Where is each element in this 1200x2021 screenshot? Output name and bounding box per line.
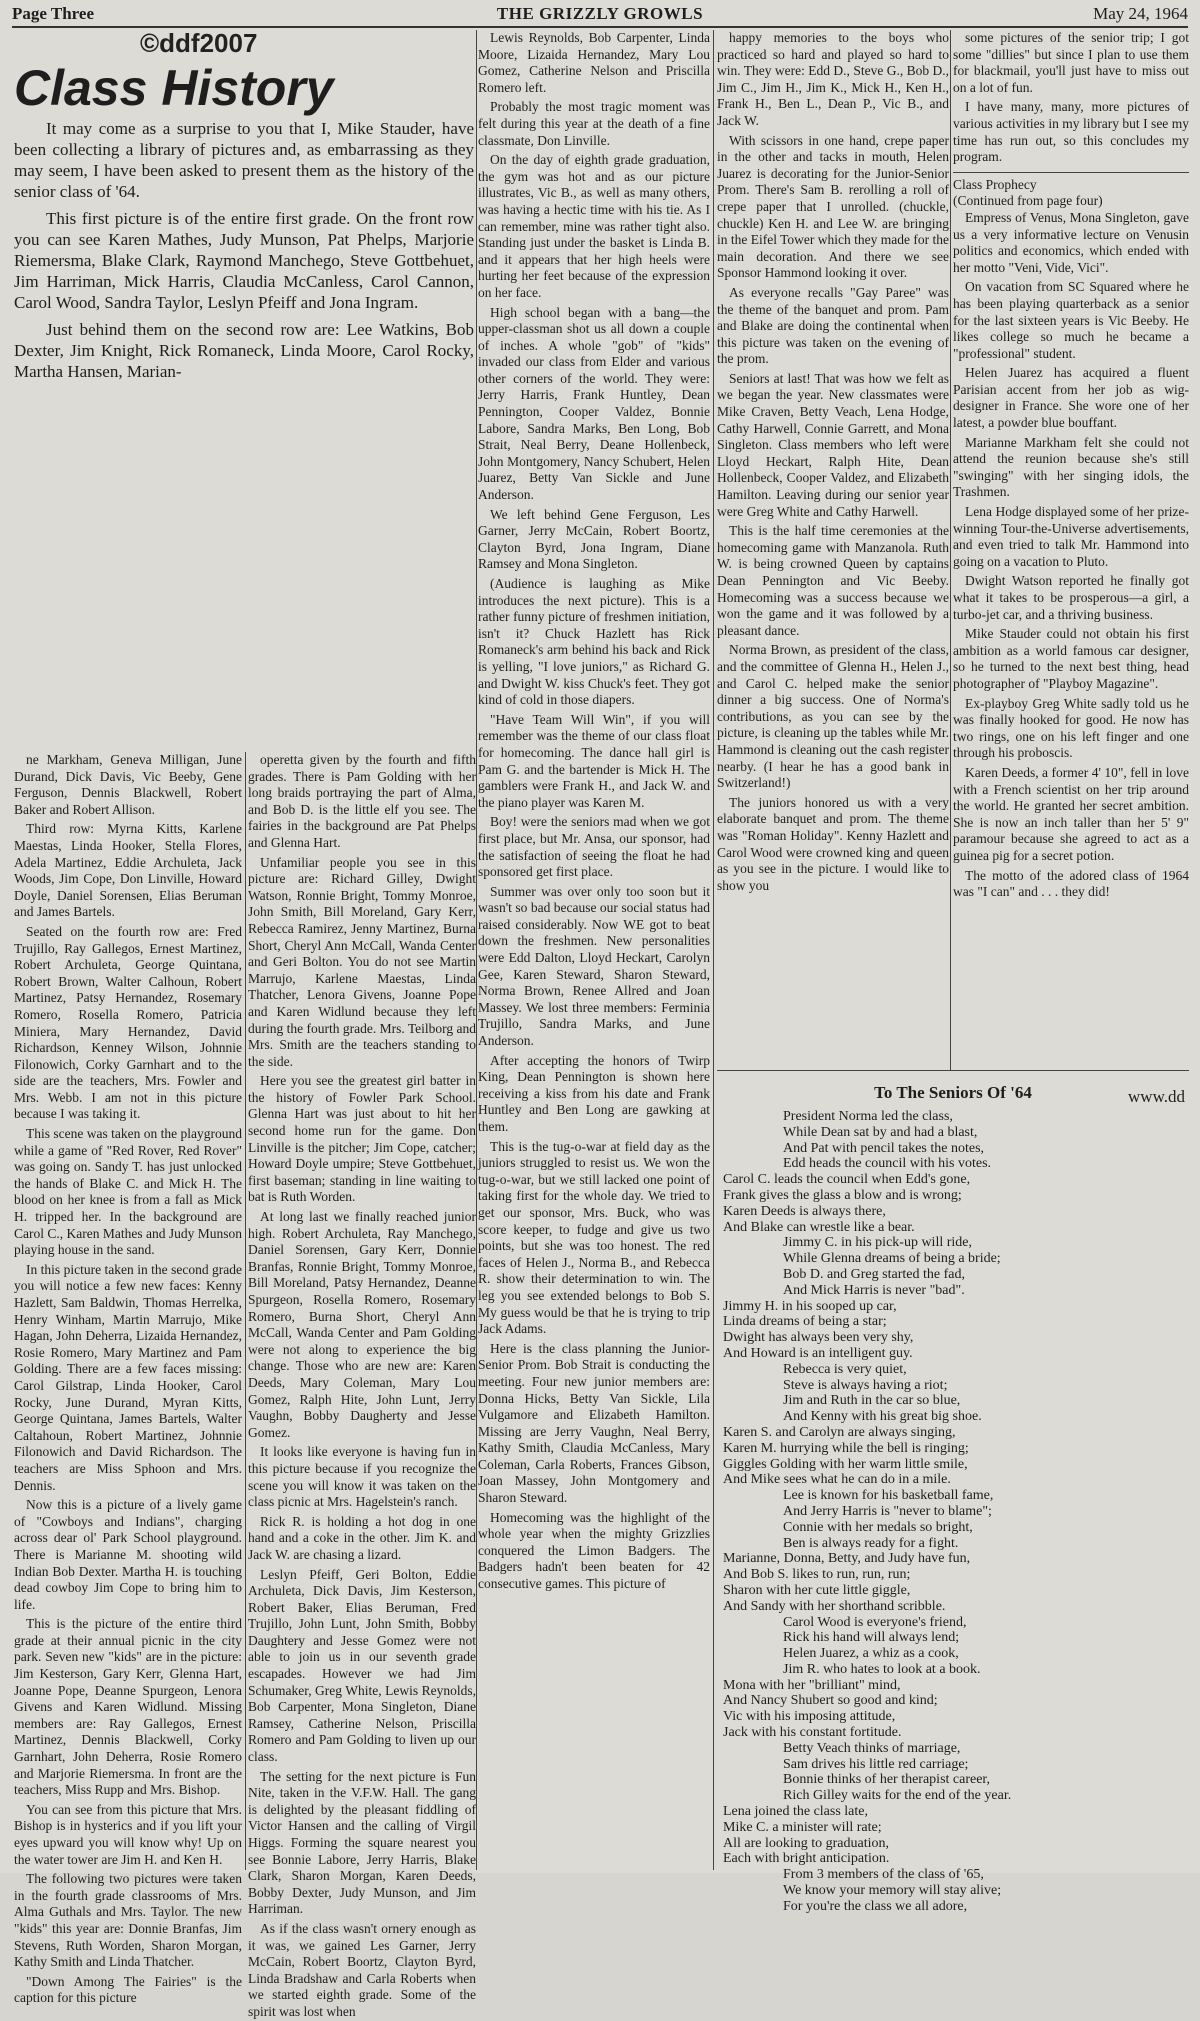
poem-line: And Kenny with his great big shoe.	[783, 1409, 982, 1425]
poem-line: Karen S. and Carolyn are always singing,	[723, 1424, 956, 1440]
prophecy-subtitle: (Continued from page four)	[953, 193, 1103, 209]
prophecy-paragraph: The motto of the adored class of 1964 was "I can" and . . . they did!	[953, 867, 1189, 900]
article-paragraph: some pictures of the senior trip; I got some "dillies" but since I plan to use them for blackmail, you'll just have to miss out on a lot of fun.	[953, 30, 1189, 95]
poem-line: Rebecca is very quiet,	[783, 1361, 907, 1377]
article-paragraph: Seated on the fourth row are: Fred Trujillo, Ray Gallegos, Ernest Martinez, Robert Archuleta, George Quintana, Robert Brown, Walter Calhoun, Robert Martinez, Patsy Hernandez, Rosemary Romero, Rosella Romero, Patricia Miniera, Mary Hernandez, David Richardson, Kenney Wilson, Johnnie Filonowich, Corky Garnhart and to the side are the teachers, Mrs. Fowler and Mrs. Webb. I am not in this picture because I was taking it.	[14, 923, 242, 1122]
article-paragraph: operetta given by the fourth and fifth grades. There is Pam Golding with her long braids portraying the part of Alma, and Bob D. is the little elf you see. The fairies in the background are Pat Phelps and Glenna Hart.	[248, 752, 476, 850]
article-paragraph: Third row: Myrna Kitts, Karlene Maestas, Linda Hooker, Stella Flores, Adela Martinez, Eddie Archuleta, Jack Woods, Jim Cope, Don Linville, Howard Doyle, Daniel Sorensen, Elias Beruman and James Bartels.	[14, 821, 242, 920]
lead-paragraph: It may come as a surprise to you that I, Mike Stauder, have been collecting a library of pictures and, as embarrassing as they may seem, I have been asked to present them as the history of the senior class of '64.	[14, 119, 474, 201]
prophecy-body	[953, 210, 1189, 901]
masthead	[12, 4, 1188, 28]
article-paragraph: Norma Brown, as president of the class, and the committee of Glenna H., Helen J., and Carol C. helped make the senior dinner a big success. One of Norma's contributions, as you can see by the picture, is cleaning up the tables while Mr. Hammond is cleaning out the cash register nearby. (I hear he has a good bank in Switzerland!)	[717, 642, 949, 791]
prophecy-paragraph: Ex-playboy Greg White sadly told us he was finally hooked for good. He now has two rings, one on his left finger and one through his proboscis.	[953, 695, 1189, 761]
lead-paragraph: This first picture is of the entire first grade. On the front row you can see Karen Mathes, Judy Munson, Pat Phelps, Marjorie Riemersma, Blake Clark, Raymond Manchego, Steve Gottbehuet, Jim Harriman, Mick Harris, Claudia McCanless, Carol Cannon, Carol Wood, Sandra Taylor, Leslyn Pfeiff and Jona Ingram.	[14, 209, 474, 312]
article-lead	[14, 118, 474, 388]
column-rule	[713, 30, 714, 1870]
article-paragraph: I have many, many, more pictures of various activities in my library but I see my time has run out, so this concludes my program.	[953, 99, 1189, 165]
poem-line: While Glenna dreams of being a bride;	[783, 1251, 1001, 1267]
prophecy-paragraph: Dwight Watson reported he finally got what it takes to be prosperous—a girl, a turbo-jet car, and a thriving business.	[953, 573, 1189, 622]
poem-line: Bob D. and Greg started the fad,	[783, 1266, 965, 1282]
prophecy-paragraph: Karen Deeds, a former 4' 10", fell in love with a French scientist on her trip around the world. He granted her secret ambition. She is now an inch taller than her 5' 9" paramour because she agreed to act as a guinea pig for a secret potion.	[953, 764, 1189, 863]
poem-line: Marianne, Donna, Betty, and Judy have fun,	[723, 1551, 971, 1567]
article-paragraph: Here you see the greatest girl batter in the history of Fowler Park School. Glenna Hart was just about to hit her second home run for the game. Don Linville is the pitcher; Jim Cope, catcher; Howard Doyle umpire; Steve Gottbehuet, first baseman; standing in line waiting to bat is Ruth Worden.	[248, 1073, 476, 1205]
article-paragraph: At long last we finally reached junior high. Robert Archuleta, Ray Manchego, Daniel Sorensen, Gary Kerr, Donnie Branfas, Ronnie Bright, Tommy Monroe, Bill Moreland, Patsy Hernandez, Deanne Spurgeon, Rosella Romero, Rosemary Romero, Burna Short, Cheryl Ann McCall, Wanda Center and Pam Golding were not along to experience the big change. Those who are new are: Karen Deeds, Mary Coleman, Mary Lou Gomez, Ralph Hite, John Lunt, Jerry Vaughn, Bobby Daugherty and Jesse Gomez.	[248, 1209, 476, 1440]
article-paragraph: It looks like everyone is having fun in this picture because if you recognize the scene you will know it was taken on the class picnic at Mrs. Hagelstein's ranch.	[248, 1444, 476, 1510]
article-paragraph: Lewis Reynolds, Bob Carpenter, Linda Moore, Lizaida Hernandez, Mary Lou Gomez, Catherine Nelson and Priscilla Romero left.	[478, 30, 710, 95]
poem-line: Rick his hand will always lend;	[783, 1630, 960, 1646]
column-5	[953, 30, 1189, 1070]
poem-line: President Norma led the class,	[783, 1109, 953, 1124]
poem-line: Frank gives the glass a blow and is wrong;	[723, 1187, 962, 1203]
poem-line: And Bob S. likes to run, run, run;	[723, 1567, 911, 1583]
column-2	[248, 752, 477, 2019]
article-paragraph: happy memories to the boys who practiced so hard and played so hard to win. They were: Edd D., Steve G., Bob D., Jim C., Jim H., Jim K., Mick H., Ken H., Frank H., Ben L., Dean P., Vic B., and Jack W.	[717, 30, 949, 128]
poem-line: Jim and Ruth in the car so blue,	[783, 1393, 961, 1409]
poem-line: And Mick Harris is never "bad".	[783, 1282, 965, 1298]
article-paragraph: The juniors honored us with a very elaborate banquet and prom. The theme was "Roman Holiday". Kenny Hazlett and Carol Wood were crowned king and queen as you see in the picture. I would like to show you	[717, 794, 949, 893]
poem-line: For you're the class we all adore,	[783, 1898, 968, 1914]
article-paragraph: Seniors at last! That was how we felt as we began the year. New classmates were Mike Craven, Betty Veach, Lena Hodge, Cathy Harwell, Connie Garrett, and Mona Singleton. Class members who left were Lloyd Heckart, Ralph Hite, Dean Hollenbeck, Cooper Valdez, and Elizabeth Hamilton. Leaving during our senior year were Greg White and Cathy Harwell.	[717, 370, 949, 519]
article-paragraph: "Have Team Will Win", if you will remember was the theme of our class float for homecoming. The dance hall girl is Pam G. and the bartender is Mick H. The gamblers were Frank H., and Jack W. and the piano player was Karen M.	[478, 711, 710, 810]
poem-line: Carol Wood is everyone's friend,	[783, 1614, 967, 1630]
article-paragraph: The setting for the next picture is Fun Nite, taken in the V.F.W. Hall. The gang is delighted by the pleasant fiddling of Victor Hansen and the calling of Virgil Higgs. Forming the square nearest you see Bonnie Labore, Jerry Harris, Blake Clark, Sharon Morgan, Karen Deeds, Bobby Dexter, Judy Munson, and Jim Harriman.	[248, 1768, 476, 1917]
poem-line: While Dean sat by and had a blast,	[783, 1124, 978, 1140]
column-rule	[950, 30, 951, 1070]
article-paragraph: This scene was taken on the playground while a game of "Red Rover, Red Rover" was going on. Sandy T. has just unlocked the hands of Blake C. and Mick H. The blood on her knee is from a fall as Mick H. tripped her. In the background are Carol C., Karen Mathes and Judy Munson playing house in the sand.	[14, 1126, 242, 1258]
poem-line: Connie with her medals so bright,	[783, 1519, 973, 1535]
article-paragraph: This is the half time ceremonies at the homecoming game with Manzanola. Ruth W. is being crowned Queen by captains Dean Pennington and Vic Beeby. Homecoming was a success because we won the game and it was followed by a pleasant dance.	[717, 523, 949, 638]
article-headline: Class History	[14, 60, 334, 116]
prophecy-paragraph: Lena Hodge displayed some of her prize-winning Tour-the-Universe advertisements, and even tried to talk Mr. Hammond into going on a vacation to Pluto.	[953, 504, 1189, 569]
article-paragraph: High school began with a bang—the upper-classman shot us all down a couple of inches. A whole "gob" of "kids" invaded our class from Elder and various other corners of the world. They were: Jerry Harris, Frank Huntley, Dean Pennington, Cooper Valdez, Bonnie Labore, Sandra Marks, Ben Long, Bob Strait, Neal Berry, Deane Hollenbeck, John Montgomery, Nancy Schubert, Helen Juarez, Betty Van Sickle and June Anderson.	[478, 304, 710, 503]
article-paragraph: Probably the most tragic moment was felt during this year at the death of a fine classmate, Don Linville.	[478, 99, 710, 148]
article-paragraph: As if the class wasn't ornery enough as it was, we gained Les Garner, Jerry McCain, Robert Boortz, Clayton Byrd, Linda Bradshaw and Carla Roberts when we started eighth grade. Some of the spirit was lost when	[248, 1920, 476, 2019]
poem-line: And Howard is an intelligent guy.	[723, 1345, 913, 1361]
poem-line: Jimmy C. in his pick-up will ride,	[783, 1235, 972, 1251]
prophecy-section	[953, 177, 1189, 901]
poem-line: Steve is always having a riot;	[783, 1377, 948, 1393]
poem-line: Giggles Golding with her warm little smile,	[723, 1456, 968, 1472]
poem-line: We know your memory will stay alive;	[783, 1883, 1002, 1899]
poem-line: Mike C. a minister will rate;	[723, 1819, 882, 1835]
poem-line: Jim R. who hates to look at a book.	[783, 1661, 981, 1677]
poem-line: Betty Veach thinks of marriage,	[783, 1740, 961, 1756]
poem-line: And Sandy with her shorthand scribble.	[723, 1598, 946, 1614]
poem-line: Jack with his constant fortitude.	[723, 1725, 902, 1741]
poem-line: Vic with his imposing attitude,	[723, 1709, 896, 1725]
article-paragraph: As everyone recalls "Gay Paree" was the theme of the banquet and prom. Pam and Blake are doing the continental when this picture was taken on the evening of the prom.	[717, 284, 949, 367]
article-paragraph: We left behind Gene Ferguson, Les Garner, Jerry McCain, Robert Boortz, Clayton Byrd, Jona Ingram, Diane Ramsey and Mona Singleton.	[478, 506, 710, 572]
poem-line: From 3 members of the class of '65,	[783, 1867, 984, 1883]
article-paragraph: Summer was over only too soon but it wasn't so bad because our social status had raised considerably. Now WE got to beat down the freshmen. New personalities were Edd Dalton, Lloyd Heckart, Carolyn Gee, Karen Steward, Sharon Steward, Norma Brown, Renee Allred and Joan Massey. We lost three members: Ferminia Trujillo, Sandra Marks, and June Anderson.	[478, 883, 710, 1049]
poem-line: All are looking to graduation,	[723, 1835, 890, 1851]
section-divider	[953, 172, 1189, 173]
column-rule	[245, 752, 246, 1870]
poem-line: Karen Deeds is always there,	[723, 1203, 886, 1219]
prophecy-paragraph: Mike Stauder could not obtain his first ambition as a world famous car designer, so he turned to the next best thing, head photographer of "Playboy Magazine".	[953, 626, 1189, 691]
poem-line: Sharon with her cute little giggle,	[723, 1582, 911, 1598]
site-watermark: www.dd	[1128, 1087, 1185, 1106]
poem-line: Rich Gilley waits for the end of the year.	[783, 1788, 1012, 1804]
poem-line: Dwight has always been very shy,	[723, 1330, 914, 1346]
poem-line: And Blake can wrestle like a bear.	[723, 1219, 915, 1235]
poem-line: Linda dreams of being a star;	[723, 1314, 887, 1330]
column-3	[478, 30, 710, 1870]
column-1	[14, 752, 242, 2006]
article-paragraph: Unfamiliar people you see in this picture are: Richard Gilley, Dwight Watson, Ronnie Bright, Tommy Monroe, John Smith, Bill Moreland, Gary Kerr, Rebecca Ramirez, Jenny Martinez, Burna Short, Cheryl Ann McCall, Wanda Center and Geri Bolton. You do not see Martin Marrujo, Karlene Maestas, Linda Thatcher, Lenora Givens, Joanne Pope and Karen Widlund because they left during the fourth grade. Mrs. Teilborg and Mrs. Smith are the teachers standing to the side.	[248, 854, 477, 1069]
poem-line: Lena joined the class late,	[723, 1804, 868, 1820]
prophecy-title: Class Prophecy	[953, 176, 1037, 192]
poem-line: Bonnie thinks of her therapist career,	[783, 1772, 991, 1788]
article-paragraph: In this picture taken in the second grade you will notice a few new faces: Kenny Hazlett, Sam Baldwin, Thomas Herrelka, Henry Winham, Martin Marrujo, Mike Hagan, John Deherra, Lizaida Hernandez, Rosie Romero, Mary Martinez and Pam Golding. There are a few faces missing: Carol Gilstrap, Linda Hooker, Carol Rocky, June Durand, Myran Kitts, George Quintana, James Bartels, Walter Caltahoun, Robert Martinez, Johnnie Filonowich and David Richardson. The teachers are Miss Sphoon and Mrs. Dennis.	[14, 1261, 242, 1493]
page-number: Page Three	[12, 4, 94, 23]
article-paragraph: This is the picture of the entire third grade at their annual picnic in the city park. Seven new "kids" are in the picture: Jim Kesterson, Gary Kerr, Glenna Hart, Joanne Pope, Deanne Spurgeon, Lenora Givens and Karen Widlund. Missing members are: Ray Gallegos, Ernest Martinez, Dennis Blackwell, Corky Garnhart, John Deherra, Rosie Romero and Marjorie Riemersma. In front are the teachers, Miss Rupp and Mrs. Bishop.	[14, 1616, 242, 1798]
article-paragraph: Homecoming was the highlight of the whole year when the mighty Grizzlies conquered the Limon Badgers. The Badgers hadn't been beaten for 42 consecutive games. This picture of	[478, 1509, 710, 1592]
poem-title: To The Seniors Of '64	[874, 1083, 1032, 1102]
prophecy-paragraph: Helen Juarez has acquired a fluent Parisian accent from her job as wig-designer in France. She wore one of her latest, a powder blue bouffant.	[953, 365, 1189, 431]
article-paragraph: Here is the class planning the Junior-Senior Prom. Bob Strait is conducting the meeting. Four new junior members are: Donna Hicks, Betty Van Sickle, Lila Vulgamore and Elizabeth Hamilton. Missing are Jerry Vaughn, Neal Berry, Kathy Smith, Claudia McCanless, Mary Coleman, Carla Roberts, Frances Gibson, Joan Massey, John Montgomery and Sharon Steward.	[478, 1340, 710, 1506]
prophecy-paragraph: Marianne Markham felt she could not attend the reunion because she's still "swinging" with her singing idols, the Trashmen.	[953, 434, 1189, 500]
prophecy-paragraph: Empress of Venus, Mona Singleton, gave us a very informative lecture on Venusin politics and economics, which ended with her motto "Veni, Vide, Vici".	[953, 209, 1189, 275]
copyright-watermark: ©ddf2007	[140, 28, 258, 58]
poem-line: Each with bright anticipation.	[723, 1851, 890, 1867]
newspaper-title: THE GRIZZLY GROWLS	[496, 4, 704, 23]
poem-line: Jimmy H. in his sooped up car,	[723, 1298, 897, 1314]
poem-body	[723, 1109, 1183, 1915]
poem-line: Sam drives his little red carriage;	[783, 1756, 969, 1772]
article-paragraph: Now this is a picture of a lively game of "Cowboys and Indians", charging across dear ol' Park School playground. There is Marianne M. shooting wild Indian Bob Dexter. Martha H. is touching dead cowboy Jim Cope to bring him to life.	[14, 1497, 242, 1612]
poem-line: Helen Juarez, a whiz as a cook,	[783, 1646, 959, 1662]
article-paragraph: You can see from this picture that Mrs. Bishop is in hysterics and if you lift your eyes upward you will know why! Up on the water tower are Jim H. and Ken H.	[14, 1801, 242, 1867]
issue-date: May 24, 1964	[1093, 4, 1188, 23]
lead-paragraph: Just behind them on the second row are: Lee Watkins, Bob Dexter, Jim Knight, Rick Romaneck, Linda Moore, Carol Rocky, Martha Hansen, Marian-	[14, 320, 474, 381]
poem-line: Edd heads the council with his votes.	[783, 1156, 992, 1172]
article-paragraph: Rick R. is holding a hot dog in one hand and a coke in the other. Jim K. and Jack W. are chasing a lizard.	[248, 1513, 476, 1562]
poem-line: Carol C. leads the council when Edd's gone,	[723, 1172, 971, 1188]
article-paragraph: With scissors in one hand, crepe paper in the other and tacks in mouth, Helen Juarez is decorating for the Junior-Senior Prom. There's Sam B. rerolling a roll of crepe paper that I unrolled. (chuckle, chuckle) Ken H. and Lee W. are bringing in the Eifel Tower which they made for the main decoration. And there we see Sponsor Hammond looking it over.	[717, 132, 949, 281]
poem-line: And Nancy Shubert so good and kind;	[723, 1693, 938, 1709]
poem-line: And Mike sees what he can do in a mile.	[723, 1472, 951, 1488]
poem-line: Mona with her "brilliant" mind,	[723, 1677, 901, 1693]
poem-section	[717, 1070, 1189, 1914]
poem-line: Lee is known for his basketball fame,	[783, 1488, 994, 1504]
poem-line: Karen M. hurrying while the bell is ringing;	[723, 1440, 969, 1456]
article-paragraph: On the day of eighth grade graduation, the gym was hot and as our picture illustrates, Vic B., as well as many others, was having a hectic time with his tie. As I can remember, mine was rather tight also. Standing just under the basket is Linda B. and it appears that her high heels were hurting her feet because of the expression on her face.	[478, 152, 710, 300]
article-paragraph: This is the tug-o-war at field day as the juniors struggled to resist us. We won the tug-o-war, but we still lacked one point of taking first for the whole day. We tried to get our sponsor, Mrs. Buck, who was score keeper, to fudge and give us two points, but she was too honest. The red faces of Helen J., Norma B., and Rebecca R. show their determination to win. The leg you see extended belongs to Bob S. My guess would be that he is trying to trip Jack Adams.	[478, 1138, 710, 1337]
prophecy-paragraph: On vacation from SC Squared where he has been playing quarterback as a senior for the last sixteen years is Vic Beeby. He likes college so much he became a "professional" student.	[953, 279, 1189, 361]
poem-line: And Jerry Harris is "never to blame";	[783, 1503, 992, 1519]
poem-line: And Pat with pencil takes the notes,	[783, 1140, 985, 1156]
article-paragraph: After accepting the honors of Twirp King, Dean Pennington is shown here receiving a kiss from his date and Frank Huntley and Ben Long are gawking at them.	[478, 1052, 710, 1134]
article-paragraph: (Audience is laughing as Mike introduces the next picture). This is a rather funny picture of freshmen initiation, isn't it? Chuck Hazlett has Rick Romaneck's arm behind his back and Rick is yelling, "I love juniors," as Richard G. and Dwight W. kiss Chuck's feet. They got kind of cold in those diapers.	[478, 576, 710, 708]
history-conclusion	[953, 30, 1189, 166]
article-paragraph: ne Markham, Geneva Milligan, June Durand, Dick Davis, Vic Beeby, Gene Ferguson, Dennis Blackwell, Robert Baker and Robert Allison.	[14, 752, 242, 817]
article-paragraph: Leslyn Pfeiff, Geri Bolton, Eddie Archuleta, Dick Davis, Jim Kesterson, Robert Baker, Elias Beruman, Fred Trujillo, John Lunt, John Smith, Bobby Daughtery and Jesse Gomez were not able to join us in our seventh grade escapades. However we had Jim Schumaker, Greg White, Lewis Reynolds, Bob Carpenter, Mona Singleton, Diane Ramsey, Catherine Nelson, Priscilla Romero and Pam Golding to liven up our class.	[248, 1566, 476, 1765]
article-paragraph: The following two pictures were taken in the fourth grade classrooms of Mrs. Alma Guthals and Mrs. Taylor. The new "kids" this year are: Donnie Branfas, Jim Stevens, Ruth Worden, Sharon Morgan, Kathy Smith and Linda Thatcher.	[14, 1871, 242, 1970]
poem-line: Ben is always ready for a fight.	[783, 1535, 959, 1551]
article-paragraph: "Down Among The Fairies" is the caption for this picture	[14, 1973, 242, 2006]
article-paragraph: Boy! were the seniors mad when we got first place, but Mr. Ansa, our sponsor, had the satisfaction of seeing the float he had sponsored get first place.	[478, 814, 710, 880]
column-rule	[476, 30, 477, 1870]
